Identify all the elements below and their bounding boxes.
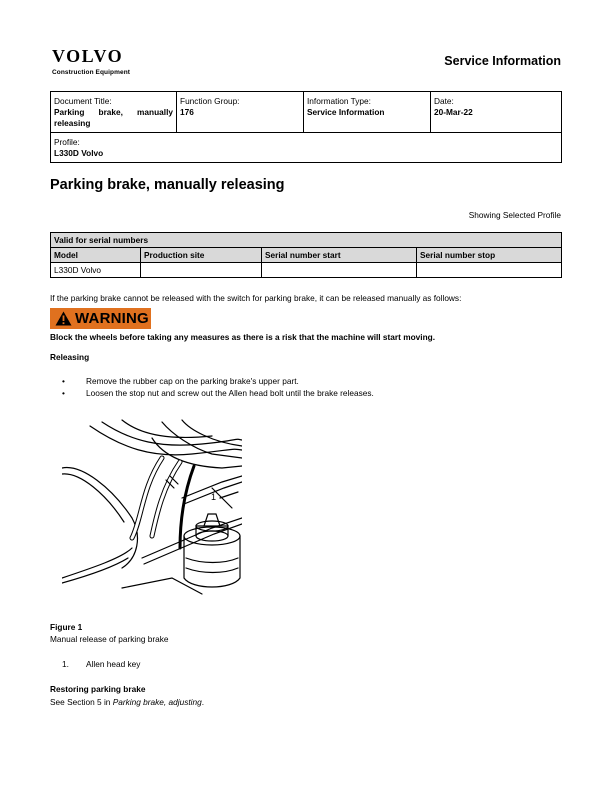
profile-label: Profile: xyxy=(54,137,80,147)
legend-number: 1. xyxy=(62,659,69,669)
list-item xyxy=(62,658,140,670)
information-type-value: Service Information xyxy=(307,107,385,117)
profile-value: L330D Volvo xyxy=(54,148,104,158)
document-title-label: Document Title: xyxy=(54,96,112,106)
document-info-table xyxy=(50,91,562,163)
header-title: Service Information xyxy=(444,54,561,68)
table-cell xyxy=(262,263,417,278)
information-type-label: Information Type: xyxy=(307,96,371,106)
parking-brake-illustration xyxy=(62,418,242,598)
releasing-heading: Releasing xyxy=(50,352,90,362)
list-item: • Loosen the stop nut and screw out the Allen head bolt until the brake releases. xyxy=(62,387,374,399)
restoring-text-prefix: See Section 5 in xyxy=(50,697,113,707)
table-cell xyxy=(417,263,562,278)
function-group-label: Function Group: xyxy=(180,96,240,106)
table-row xyxy=(51,263,562,278)
information-type-cell xyxy=(304,92,431,133)
figure-legend xyxy=(62,658,140,670)
restoring-text-suffix: . xyxy=(201,697,205,707)
function-group-cell xyxy=(177,92,304,133)
restoring-text xyxy=(50,697,204,707)
document-title-value-line1: Parking brake, manually xyxy=(54,107,173,117)
legend-label: Allen head key xyxy=(86,659,141,669)
restoring-heading: Restoring parking brake xyxy=(50,684,146,694)
volvo-logo: VOLVO xyxy=(52,46,124,66)
warning-triangle-icon xyxy=(55,311,72,326)
serial-table-caption: Valid for serial numbers xyxy=(51,233,562,248)
document-title-value-line2: releasing xyxy=(54,118,91,128)
page-title: Parking brake, manually releasing xyxy=(50,177,285,193)
warning-message: Block the wheels before taking any measures as there is a risk that the machine will start moving. xyxy=(50,332,436,342)
date-value: 20-Mar-22 xyxy=(434,107,473,117)
table-cell: L330D Volvo xyxy=(51,263,141,278)
function-group-value: 176 xyxy=(180,107,194,117)
serial-number-table xyxy=(50,232,562,278)
date-cell xyxy=(431,92,562,133)
serial-table-header: Serial number start xyxy=(262,248,417,263)
profile-cell xyxy=(51,133,562,163)
table-cell xyxy=(141,263,262,278)
figure-description: Manual release of parking brake xyxy=(50,634,169,644)
serial-table-header: Model xyxy=(51,248,141,263)
figure-caption: Figure 1 xyxy=(50,622,83,632)
warning-label: WARNING xyxy=(75,310,149,327)
callout-number: 1 xyxy=(211,492,217,502)
intro-text: If the parking brake cannot be released with the switch for parking brake, it can be released manually as follows: xyxy=(50,293,462,303)
restoring-reference-link[interactable]: Parking brake, adjusting xyxy=(112,697,202,707)
warning-banner xyxy=(50,308,151,329)
serial-table-header: Serial number stop xyxy=(417,248,562,263)
volvo-logo-subtitle: Construction Equipment xyxy=(52,69,131,76)
releasing-steps xyxy=(62,375,374,399)
date-label: Date: xyxy=(434,96,454,106)
list-item: • Remove the rubber cap on the parking brake's upper part. xyxy=(62,375,374,387)
serial-table-header: Production site xyxy=(141,248,262,263)
document-title-cell xyxy=(51,92,177,133)
profile-note: Showing Selected Profile xyxy=(468,210,561,220)
